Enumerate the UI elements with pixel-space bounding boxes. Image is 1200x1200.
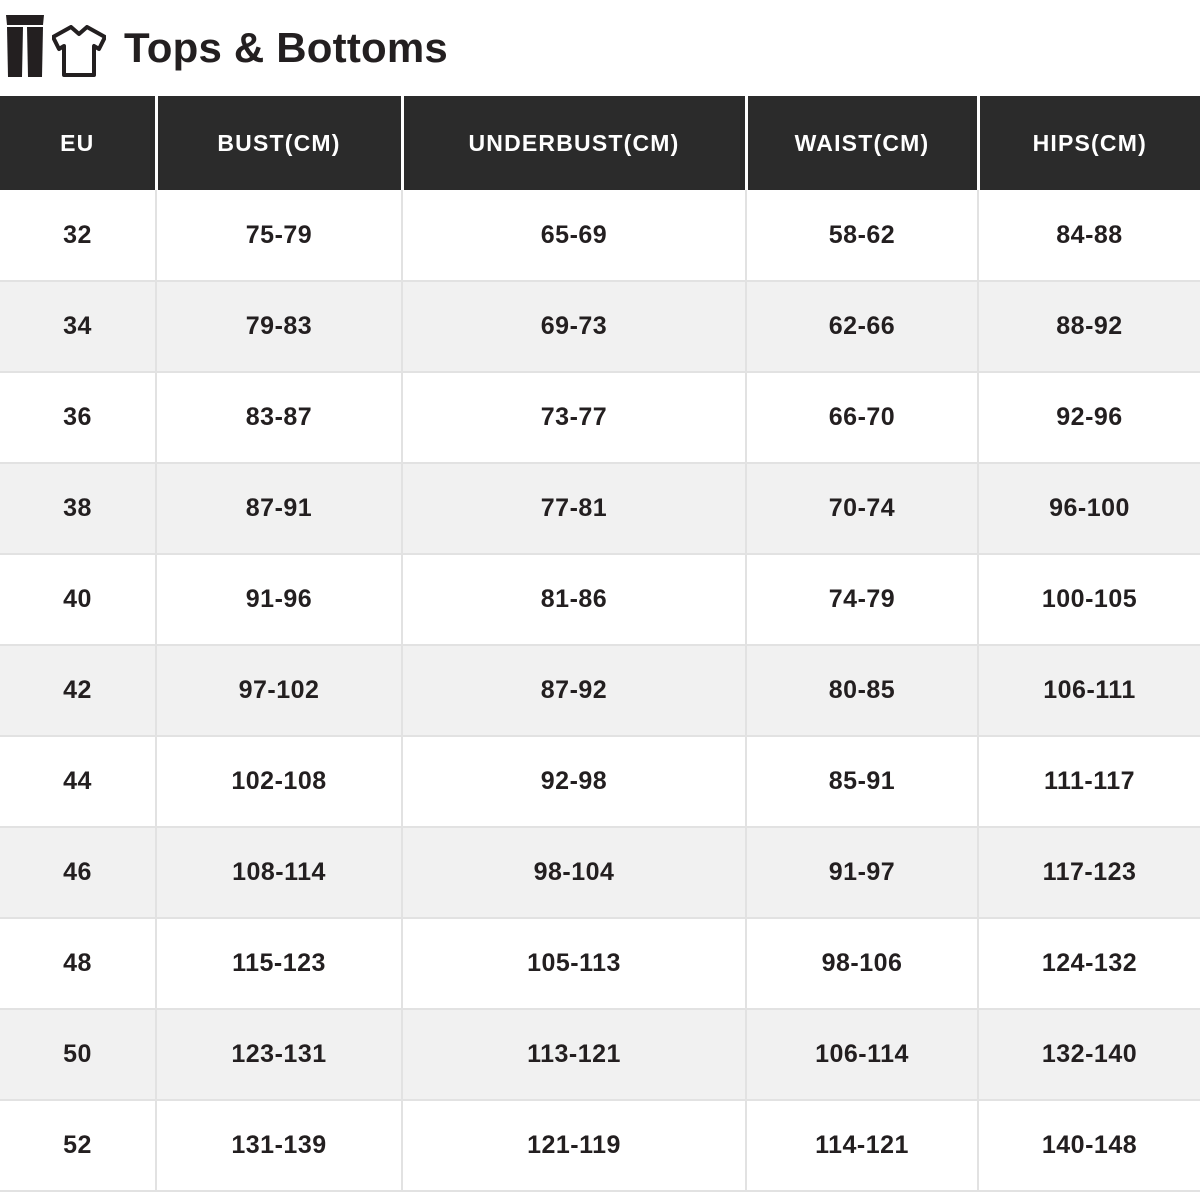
column-header-eu: EU [0,96,156,190]
cell-eu: 36 [0,372,156,463]
cell-waist: 85-91 [746,736,978,827]
cell-hips: 111-117 [978,736,1200,827]
cell-waist: 66-70 [746,372,978,463]
tshirt-icon [52,25,106,77]
cell-waist: 114-121 [746,1100,978,1191]
cell-bust: 115-123 [156,918,402,1009]
cell-bust: 108-114 [156,827,402,918]
cell-hips: 106-111 [978,645,1200,736]
table-row [0,554,1200,645]
cell-bust: 83-87 [156,372,402,463]
cell-underbust: 65-69 [402,190,746,281]
cell-underbust: 81-86 [402,554,746,645]
cell-eu: 34 [0,281,156,372]
size-table [0,96,1200,1192]
column-header-bust: BUST(CM) [156,96,402,190]
cell-underbust: 69-73 [402,281,746,372]
table-row [0,1009,1200,1100]
table-row [0,1100,1200,1191]
cell-eu: 40 [0,554,156,645]
cell-hips: 117-123 [978,827,1200,918]
table-row [0,190,1200,281]
cell-bust: 102-108 [156,736,402,827]
cell-eu: 50 [0,1009,156,1100]
table-row [0,827,1200,918]
cell-eu: 38 [0,463,156,554]
cell-underbust: 73-77 [402,372,746,463]
table-row [0,736,1200,827]
cell-hips: 88-92 [978,281,1200,372]
cell-eu: 32 [0,190,156,281]
page-title: Tops & Bottoms [124,24,448,71]
cell-bust: 123-131 [156,1009,402,1100]
cell-eu: 48 [0,918,156,1009]
column-header-waist: WAIST(CM) [746,96,978,190]
cell-bust: 91-96 [156,554,402,645]
cell-hips: 100-105 [978,554,1200,645]
cell-waist: 62-66 [746,281,978,372]
cell-hips: 140-148 [978,1100,1200,1191]
cell-eu: 44 [0,736,156,827]
cell-eu: 52 [0,1100,156,1191]
cell-hips: 132-140 [978,1009,1200,1100]
column-header-underbust: UNDERBUST(CM) [402,96,746,190]
cell-bust: 97-102 [156,645,402,736]
cell-waist: 74-79 [746,554,978,645]
cell-bust: 87-91 [156,463,402,554]
table-row [0,463,1200,554]
cell-hips: 96-100 [978,463,1200,554]
cell-underbust: 113-121 [402,1009,746,1100]
table-row [0,918,1200,1009]
cell-eu: 42 [0,645,156,736]
table-row [0,645,1200,736]
cell-underbust: 92-98 [402,736,746,827]
header-icon-group [2,15,106,77]
table-body [0,190,1200,1191]
cell-underbust: 105-113 [402,918,746,1009]
cell-waist: 91-97 [746,827,978,918]
cell-underbust: 87-92 [402,645,746,736]
cell-underbust: 121-119 [402,1100,746,1191]
cell-waist: 106-114 [746,1009,978,1100]
table-header-row [0,96,1200,190]
cell-waist: 58-62 [746,190,978,281]
column-header-hips: HIPS(CM) [978,96,1200,190]
cell-bust: 75-79 [156,190,402,281]
cell-hips: 92-96 [978,372,1200,463]
cell-bust: 131-139 [156,1100,402,1191]
chart-header [0,0,1200,96]
cell-underbust: 77-81 [402,463,746,554]
cell-waist: 80-85 [746,645,978,736]
cell-hips: 124-132 [978,918,1200,1009]
cell-hips: 84-88 [978,190,1200,281]
table-row [0,372,1200,463]
cell-bust: 79-83 [156,281,402,372]
cell-waist: 98-106 [746,918,978,1009]
pants-icon [2,15,48,77]
cell-eu: 46 [0,827,156,918]
cell-waist: 70-74 [746,463,978,554]
cell-underbust: 98-104 [402,827,746,918]
table-row [0,281,1200,372]
